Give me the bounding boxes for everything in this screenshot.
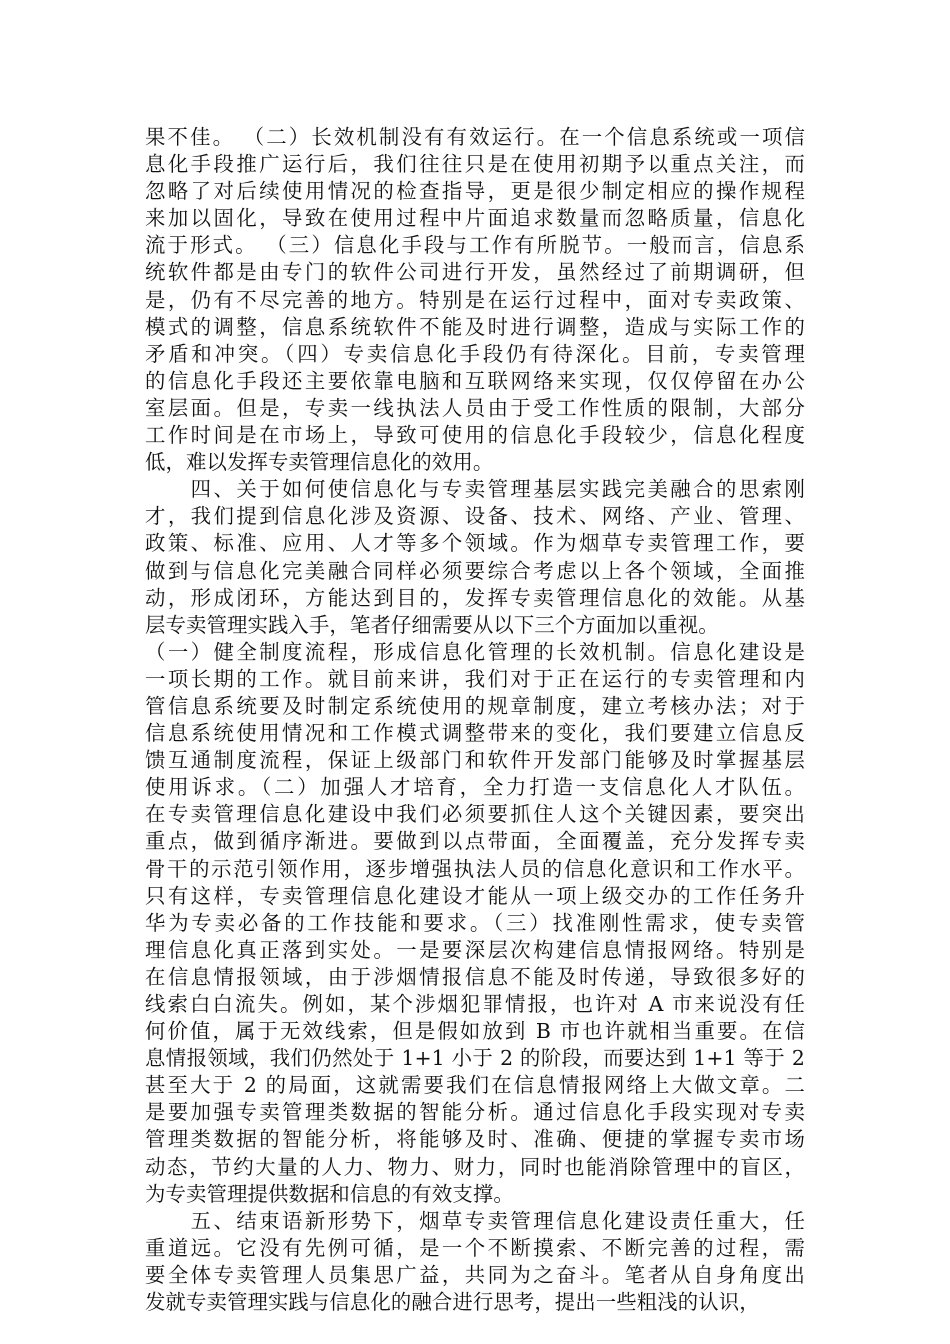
text-line: 的信息化手段还主要依靠电脑和互联网络来实现，仅仅停留在办公 — [145, 368, 805, 393]
text-line: 重点，做到循序渐进。要做到以点带面，全面覆盖，充分发挥专卖 — [145, 829, 805, 854]
text-line: 骨干的示范引领作用，逐步增强执法人员的信息化意识和工作水平。 — [145, 856, 805, 881]
text-line: 才，我们提到信息化涉及资源、设备、技术、网络、产业、管理、 — [145, 504, 805, 529]
text-line: 四、关于如何使信息化与专卖管理基层实践完美融合的思索刚 — [145, 477, 805, 502]
text-line: 室层面。但是，专卖一线执法人员由于受工作性质的限制，大部分 — [145, 395, 805, 420]
text-line: 矛盾和冲突。（四）专卖信息化手段仍有待深化。目前，专卖管理 — [145, 341, 805, 366]
text-line: 是要加强专卖管理类数据的智能分析。通过信息化手段实现对专卖 — [145, 1100, 805, 1125]
text-line: 要全体专卖管理人员集思广益，共同为之奋斗。笔者从自身角度出 — [145, 1262, 805, 1287]
text-line: 只有这样，专卖管理信息化建设才能从一项上级交办的工作任务升 — [145, 883, 805, 908]
text-line: 流于形式。 （三）信息化手段与工作有所脱节。一般而言，信息系 — [145, 233, 805, 258]
text-line: 政策、标准、应用、人才等多个领域。作为烟草专卖管理工作，要 — [145, 531, 805, 556]
text-line: 甚至大于 2 的局面，这就需要我们在信息情报网络上大做文章。二 — [145, 1073, 805, 1098]
text-line: 息化手段推广运行后，我们往往只是在使用初期予以重点关注，而 — [145, 152, 805, 177]
text-line: 息情报领域，我们仍然处于 1+1 小于 2 的阶段，而要达到 1+1 等于 2 — [145, 1046, 805, 1071]
body-text — [145, 124, 805, 1316]
text-line: 在信息情报领域，由于涉烟情报信息不能及时传递，导致很多好的 — [145, 964, 805, 989]
text-line: 动态，节约大量的人力、物力、财力，同时也能消除管理中的盲区， — [145, 1154, 805, 1179]
text-line: 管信息系统要及时制定系统使用的规章制度，建立考核办法；对于 — [145, 693, 805, 718]
text-line: （一）健全制度流程，形成信息化管理的长效机制。信息化建设是 — [145, 639, 805, 664]
text-line: 果不佳。 （二）长效机制没有有效运行。在一个信息系统或一项信 — [145, 125, 805, 149]
text-line: 管理类数据的智能分析，将能够及时、准确、便捷的掌握专卖市场 — [145, 1127, 805, 1152]
text-line: 统软件都是由专门的软件公司进行开发，虽然经过了前期调研，但 — [145, 260, 805, 285]
text-line: 信息系统使用情况和工作模式调整带来的变化，我们要建立信息反 — [145, 721, 805, 746]
text-line: 做到与信息化完美融合同样必须要综合考虑以上各个领域，全面推 — [145, 558, 805, 583]
text-line: 一项长期的工作。就目前来讲，我们对于正在运行的专卖管理和内 — [145, 666, 805, 691]
text-line: 来加以固化，导致在使用过程中片面追求数量而忽略质量，信息化 — [145, 206, 805, 231]
text-line: 馈互通制度流程，保证上级部门和软件开发部门能够及时掌握基层 — [145, 748, 805, 773]
text-line: 发就专卖管理实践与信息化的融合进行思考，提出一些粗浅的认识， — [145, 1290, 760, 1315]
text-line: 为专卖管理提供数据和信息的有效支撑。 — [145, 1181, 514, 1206]
text-line: 工作时间是在市场上，导致可使用的信息化手段较少，信息化程度 — [145, 423, 805, 448]
text-line: 理信息化真正落到实处。一是要深层次构建信息情报网络。特别是 — [145, 937, 805, 962]
text-line: 低，难以发挥专卖管理信息化的效用。 — [145, 450, 494, 475]
text-line: 华为专卖必备的工作技能和要求。（三）找准刚性需求，使专卖管 — [145, 910, 805, 935]
text-line: 层专卖管理实践入手，笔者仔细需要从以下三个方面加以重视。 — [145, 612, 719, 637]
text-line: 五、结束语新形势下，烟草专卖管理信息化建设责任重大，任 — [145, 1208, 805, 1233]
text-line: 使用诉求。（二）加强人才培育，全力打造一支信息化人才队伍。 — [145, 775, 805, 800]
text-line: 何价值，属于无效线索，但是假如放到 B 市也许就相当重要。在信 — [145, 1019, 805, 1044]
text-line: 重道远。它没有先例可循，是一个不断摸索、不断完善的过程，需 — [145, 1235, 805, 1260]
text-line: 是，仍有不尽完善的地方。特别是在运行过程中，面对专卖政策、 — [145, 287, 805, 312]
text-line: 线索白白流失。例如，某个涉烟犯罪情报，也许对 A 市来说没有任 — [145, 992, 805, 1016]
text-line: 在专卖管理信息化建设中我们必须要抓住人这个关键因素，要突出 — [145, 802, 805, 827]
text-line: 忽略了对后续使用情况的检查指导，更是很少制定相应的操作规程 — [145, 179, 805, 204]
text-line: 模式的调整，信息系统软件不能及时进行调整，造成与实际工作的 — [145, 314, 805, 339]
text-line: 动，形成闭环，方能达到目的，发挥专卖管理信息化的效能。从基 — [145, 585, 805, 610]
